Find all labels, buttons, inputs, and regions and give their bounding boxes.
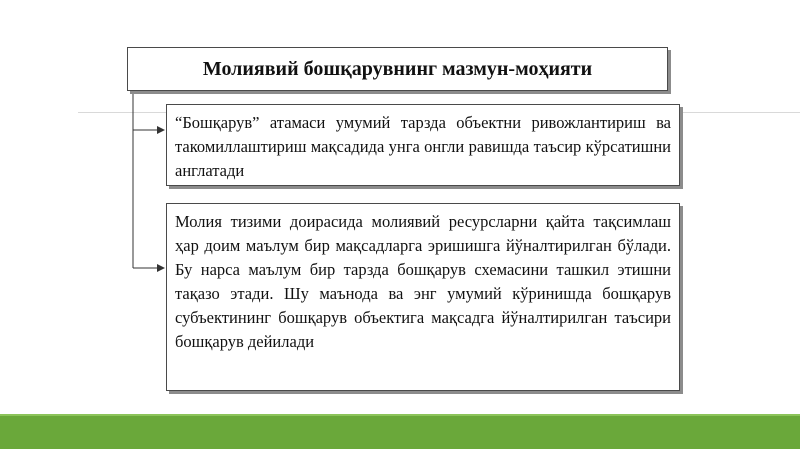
title-box	[127, 47, 668, 91]
explanation-text: Молия тизими доирасида молиявий ресурсларни қайта тақсимлаш ҳар доим маълум бир мақсадларга эришишга йўналтирилган бўлади. Бу нарса маълум бир тарзда бошқарув схемасини ташкил этишни тақазо этади. Шу маънода ва энг умумий кўринишда бошқарув субъектининг бошқарув объектига мақсадга йўналтирилган таъсири бошқарув дейилади	[175, 212, 671, 351]
explanation-box	[166, 203, 680, 391]
definition-text: “Бошқарув” атамаси умумий тарзда объектни ривожлантириш ва такомиллаштириш мақсадида унга онгли равишда таъсир кўрсатишни англатади	[175, 113, 671, 180]
diagram-title: Молиявий бошқарувнинг мазмун-моҳияти	[202, 57, 593, 80]
footer-highlight	[0, 414, 800, 416]
definition-box	[166, 104, 680, 186]
footer-band	[0, 414, 800, 449]
